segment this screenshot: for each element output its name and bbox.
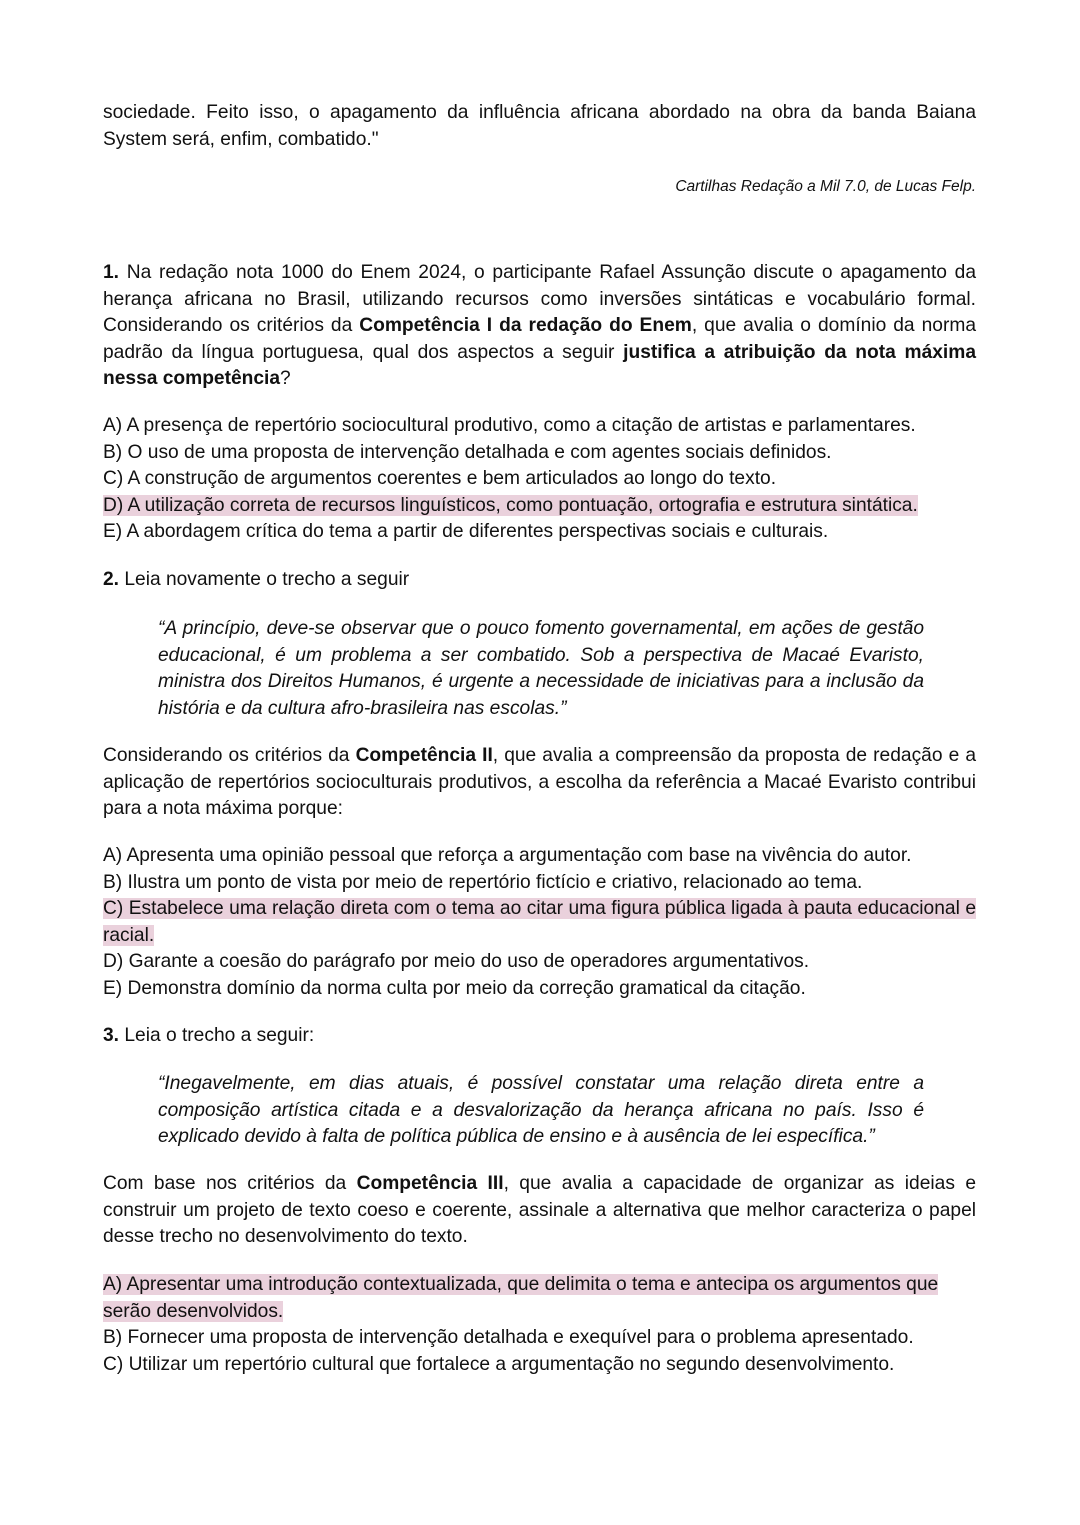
option-label-highlighted: A) Apresentar uma introdução contextualizada, que delimita o tema e antecipa os argumentos que serão desenvolvidos. bbox=[103, 1274, 939, 1322]
quote-text: “Inegavelmente, em dias atuais, é possível constatar uma relação direta entre a composição artística citada e a desvalorização da herança africana no país. Isso é explicado devido à falta de política pública de ensino e à ausência de lei específica.” bbox=[158, 1073, 924, 1147]
question-1-options bbox=[103, 413, 976, 546]
stem-text: , que avalia a capacidade de organizar as ideias e construir um projeto de texto coeso e coerente, assinale a alternativa que melhor caracteriza o papel desse trecho no desenvolvimento do texto. bbox=[103, 1173, 977, 1247]
question-number: 1. bbox=[103, 262, 120, 283]
question-3-stem-block bbox=[103, 1171, 976, 1251]
question-3 bbox=[103, 1023, 976, 1050]
stem-bold: Competência III bbox=[356, 1173, 504, 1194]
option-label: B) O uso de uma proposta de intervenção detalhada e com agentes sociais definidos. bbox=[103, 441, 832, 463]
stem-text: , que avalia a compreensão da proposta de redação e a aplicação de repertórios socioculturais produtivos, a escolha da referência a Macaé Evaristo contribui para a nota máxima porque: bbox=[103, 745, 976, 819]
option-c-correct[interactable] bbox=[103, 896, 976, 949]
option-e[interactable] bbox=[103, 519, 976, 546]
question-2-intro bbox=[103, 567, 976, 594]
option-label: C) Utilizar um repertório cultural que fortalece a argumentação no segundo desenvolvimento. bbox=[103, 1353, 895, 1375]
option-label: E) A abordagem crítica do tema a partir de diferentes perspectivas sociais e culturais. bbox=[103, 521, 829, 542]
intro-text: Leia o trecho a seguir: bbox=[119, 1025, 315, 1046]
option-label: B) Fornecer uma proposta de intervenção detalhada e exequível para o problema apresentado. bbox=[103, 1327, 914, 1348]
question-3-intro bbox=[103, 1023, 976, 1050]
option-e[interactable] bbox=[103, 976, 976, 1003]
stem-bold: Competência I da redação do Enem bbox=[359, 315, 692, 336]
stem-bold: justifica a atribuição da nota máxima nessa competência bbox=[103, 341, 976, 389]
stem-text: ? bbox=[280, 368, 291, 389]
option-label-highlighted: D) A utilização correta de recursos linguísticos, como pontuação, ortografia e estrutura sintática. bbox=[103, 494, 918, 516]
question-number: 3. bbox=[103, 1025, 120, 1046]
option-a[interactable] bbox=[103, 413, 976, 440]
option-a[interactable] bbox=[103, 843, 976, 870]
option-c[interactable] bbox=[103, 466, 976, 493]
question-2-options bbox=[103, 843, 976, 1002]
option-c[interactable] bbox=[103, 1352, 976, 1379]
question-2-stem-block bbox=[103, 743, 976, 823]
option-d[interactable] bbox=[103, 949, 976, 976]
option-label-highlighted: C) Estabelece uma relação direta com o tema ao citar uma figura pública ligada à pauta educacional e racial. bbox=[103, 898, 976, 946]
option-label: A) Apresenta uma opinião pessoal que reforça a argumentação com base na vivência do autor. bbox=[103, 845, 912, 866]
stem-text: , que avalia o domínio da norma padrão da língua portuguesa, qual dos aspectos a seguir bbox=[103, 315, 976, 363]
intro-paragraph: sociedade. Feito isso, o apagamento da influência africana abordado na obra da banda Baiana System será, enfim, combatido." bbox=[103, 102, 976, 150]
option-label: B) Ilustra um ponto de vista por meio de repertório fictício e criativo, relacionado ao tema. bbox=[103, 871, 863, 893]
stem-text: Com base nos critérios da bbox=[103, 1173, 357, 1194]
stem-text: Na redação nota 1000 do Enem 2024, o participante Rafael Assunção discute o apagamento da herança africana no Brasil, utilizando recursos como inversões sintáticas e vocabulário formal. Considerando os critérios da bbox=[103, 262, 976, 336]
question-1-stem bbox=[103, 260, 976, 393]
option-label: D) Garante a coesão do parágrafo por meio do uso de operadores argumentativos. bbox=[103, 951, 810, 972]
quote-text: “A princípio, deve-se observar que o pouco fomento governamental, em ações de gestão educacional, é um problema a ser combatido. Sob a perspectiva de Macaé Evaristo, ministra dos Direitos Humanos, é urgente a necessidade de iniciativas para a inclusão da história e da cultura afro-brasileira nas escolas.” bbox=[158, 618, 924, 719]
question-number: 2. bbox=[103, 569, 120, 590]
question-3-options bbox=[103, 1272, 976, 1378]
question-1 bbox=[103, 260, 976, 393]
option-label: E) Demonstra domínio da norma culta por meio da correção gramatical da citação. bbox=[103, 977, 806, 999]
question-3-stem bbox=[103, 1171, 976, 1251]
option-label: C) A construção de argumentos coerentes e bem articulados ao longo do texto. bbox=[103, 468, 777, 489]
option-b[interactable] bbox=[103, 440, 976, 467]
option-b[interactable] bbox=[103, 870, 976, 897]
question-2 bbox=[103, 567, 976, 594]
attribution: Cartilhas Redação a Mil 7.0, de Lucas Felp. bbox=[675, 178, 976, 195]
intro-text: Leia novamente o trecho a seguir bbox=[119, 569, 410, 590]
option-a-correct[interactable] bbox=[103, 1272, 976, 1325]
question-3-quote bbox=[103, 1071, 976, 1151]
option-label: A) A presença de repertório sociocultural produtivo, como a citação de artistas e parlamentares. bbox=[103, 415, 916, 436]
question-2-stem bbox=[103, 743, 976, 823]
option-b[interactable] bbox=[103, 1325, 976, 1352]
question-2-quote bbox=[103, 616, 976, 722]
stem-bold: Competência II bbox=[355, 745, 493, 766]
option-d-correct[interactable] bbox=[103, 493, 976, 520]
stem-text: Considerando os critérios da bbox=[103, 745, 356, 766]
